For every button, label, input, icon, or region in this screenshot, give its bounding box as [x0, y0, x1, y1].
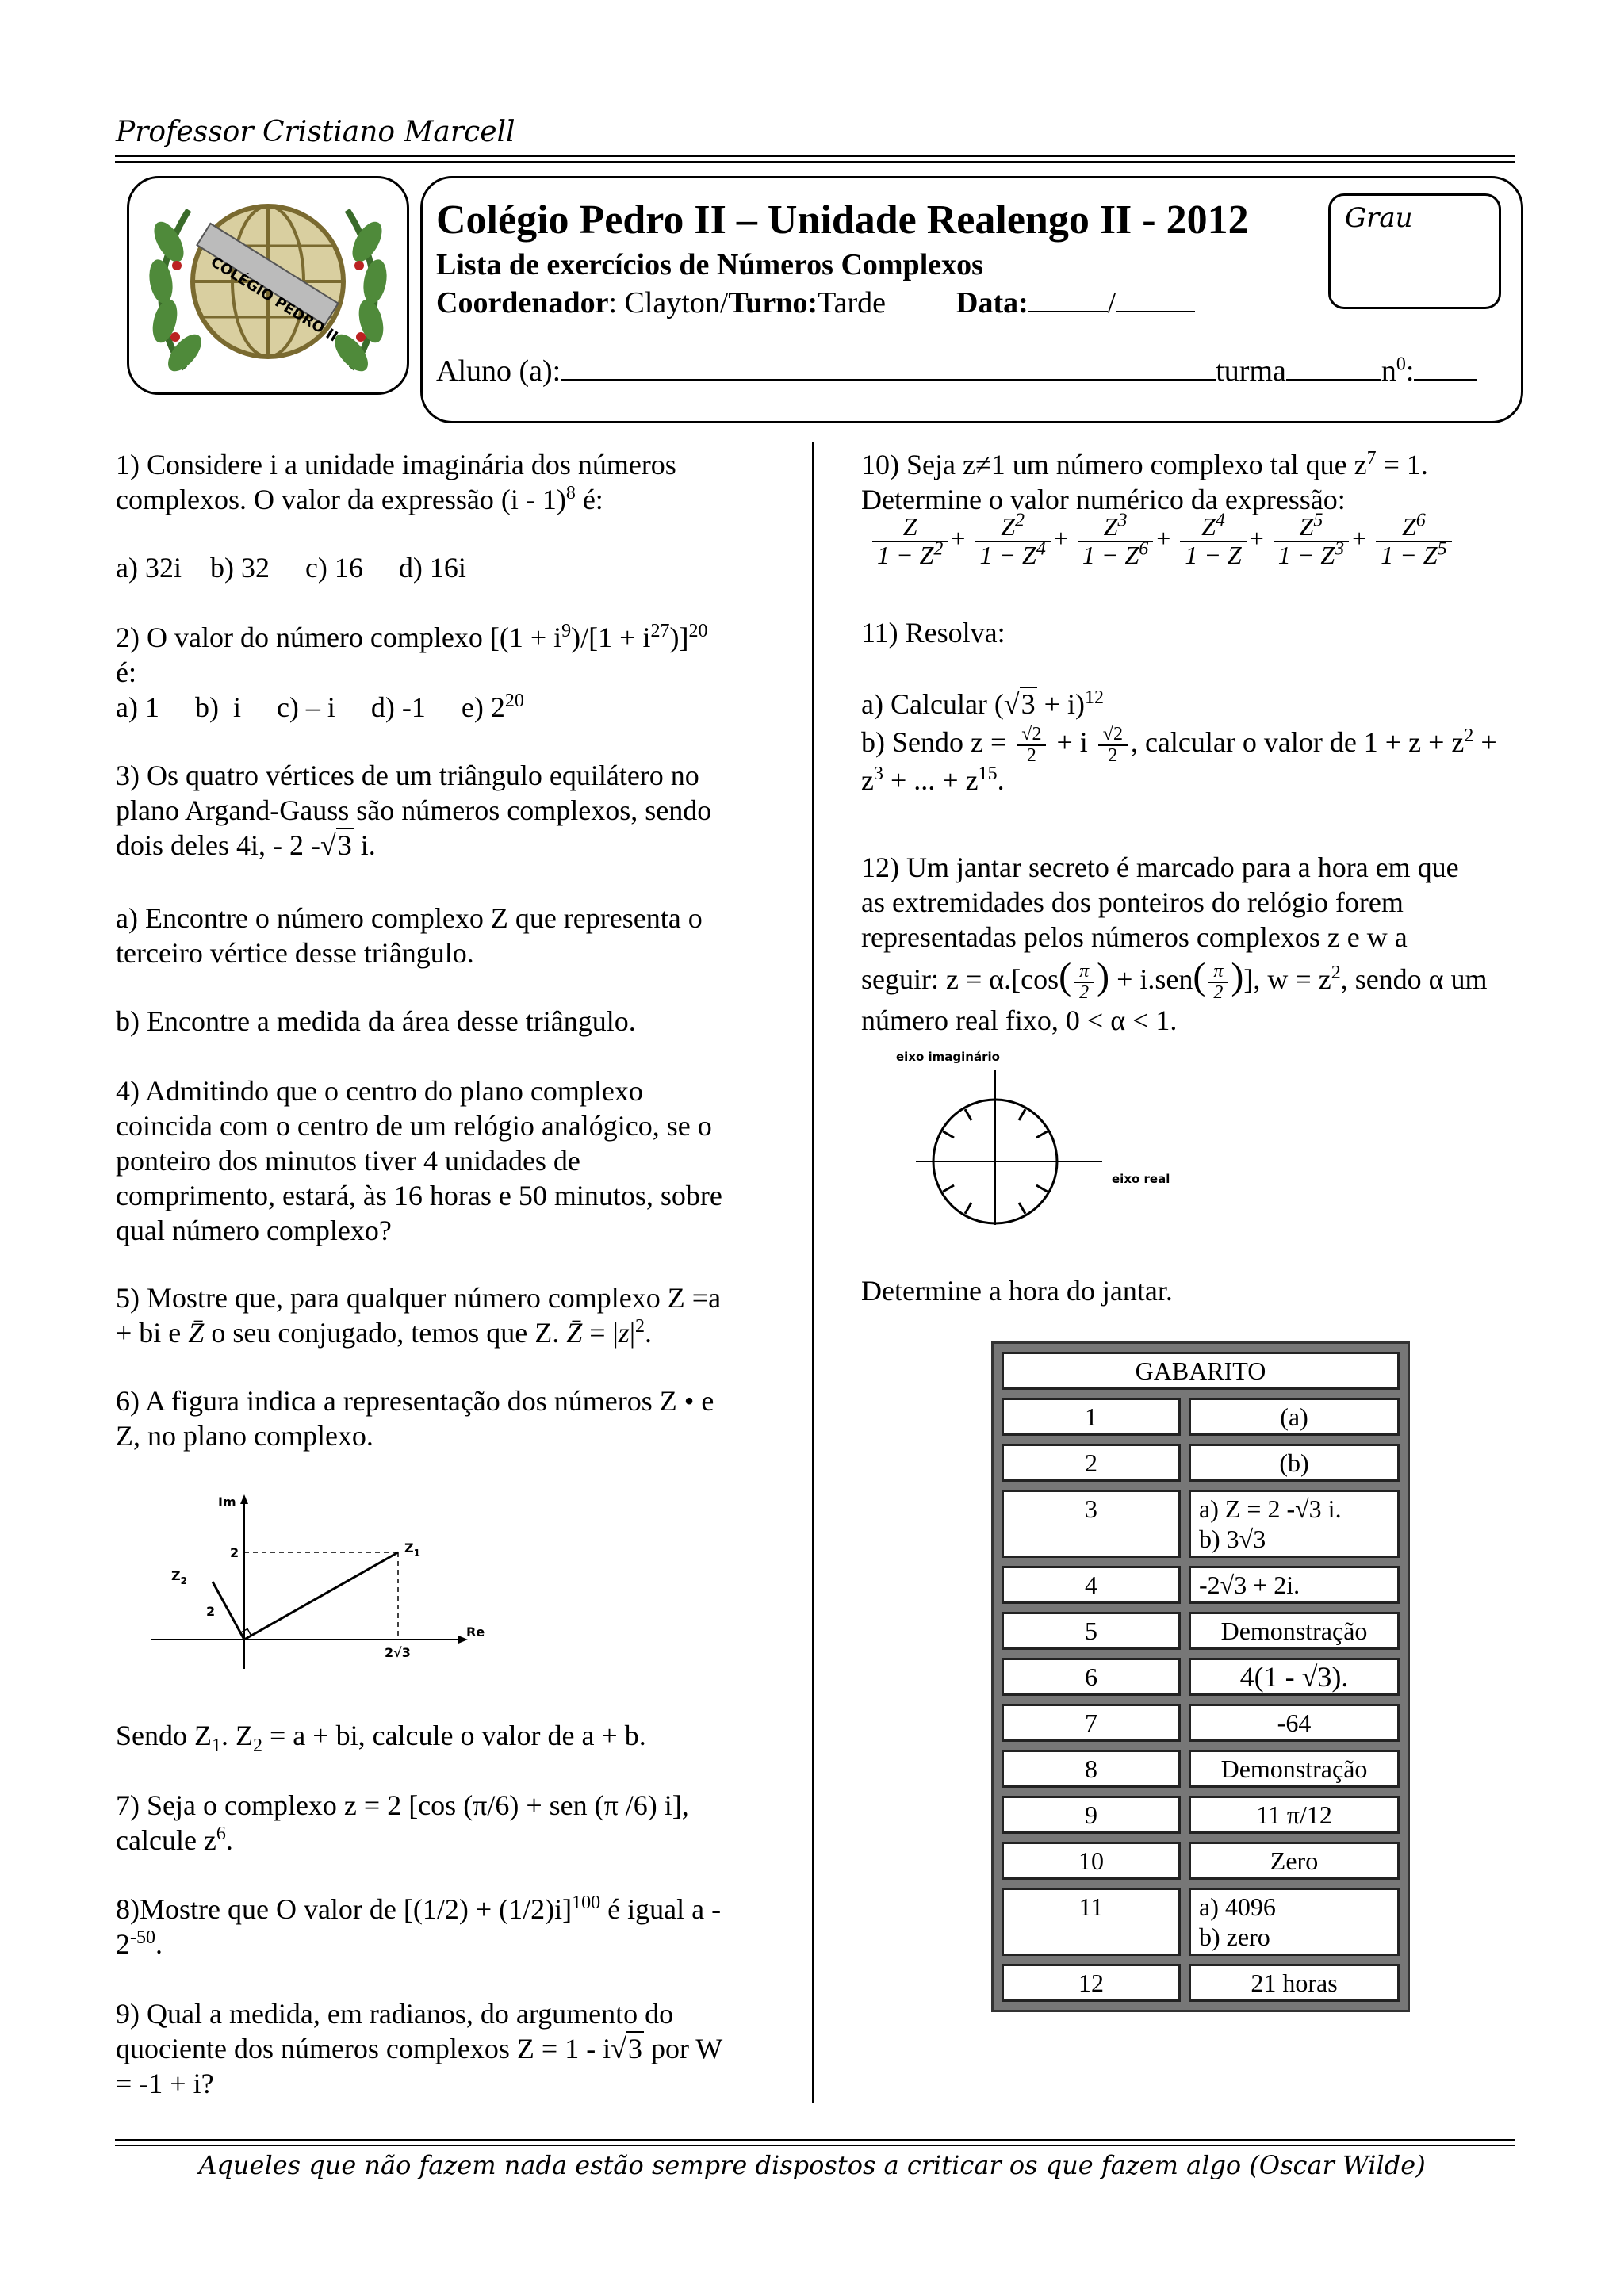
answer-row-10: 10 Zero	[1002, 1842, 1400, 1880]
z2-label: $Z_2$	[171, 1568, 187, 1586]
answer-row-6: 6 4(1 - √3).	[1002, 1658, 1400, 1696]
answer-row-2: 2 (b)	[1002, 1444, 1400, 1482]
clock-axis-im-label: eixo imaginário	[896, 1050, 1000, 1064]
clock-axis-re-label: eixo real	[1112, 1172, 1170, 1186]
class-field[interactable]	[1286, 355, 1381, 381]
clock-tick	[943, 1185, 954, 1192]
date-day-field[interactable]	[1028, 287, 1108, 312]
clock-tick	[1036, 1185, 1048, 1192]
question-10: 10) Seja z≠1 um número complexo tal que $z^7 = 1$. Determine o valor numérico da expressão:	[861, 448, 1428, 515]
school-title: Colégio Pedro II – Unidade Realengo II - 2012	[436, 197, 1249, 243]
clock-tick	[965, 1109, 971, 1120]
question-6: 6) A figura indica a representação dos números Z • e Z, no plano complexo.	[116, 1385, 714, 1452]
axis-re-label: Re	[466, 1624, 485, 1640]
question-9: 9) Qual a medida, em radianos, do argumento do quociente dos números complexos Z = 1 - i√3 por W = -1 + i?	[116, 1998, 723, 2099]
answer-row-9: 9 11 π/12	[1002, 1796, 1400, 1834]
grade-box[interactable]	[1328, 193, 1501, 309]
student-name-field[interactable]	[561, 355, 1216, 381]
answer-key-title: GABARITO	[1002, 1352, 1400, 1390]
answer-row-7: 7 -64	[1002, 1704, 1400, 1742]
tick-y-2: 2	[230, 1545, 239, 1560]
question-8: 8)Mostre que O valor de $[(1/2) + (1/2)i]^{100}$ é igual a - $2^{-50}$.	[116, 1892, 722, 1960]
question-1-options: a) 32i b) 32 c) 16 d) 16i	[116, 552, 466, 584]
top-rule-2	[115, 161, 1515, 163]
question-3: 3) Os quatro vértices de um triângulo equilátero no plano Argand-Gauss são números complexos, sendo dois deles 4i, - 2 -√3 i.	[116, 760, 712, 861]
figure-clock-complex-plane	[888, 1047, 1221, 1229]
list-title: Lista de exercícios de Números Complexos	[436, 248, 983, 281]
clock-tick	[1036, 1131, 1048, 1138]
z1-label: $Z_1$	[404, 1540, 420, 1559]
figure-complex-plane-z1-z2	[143, 1490, 492, 1673]
professor-name: Professor Cristiano Marcell	[116, 116, 515, 148]
vector-z1	[244, 1552, 398, 1640]
coordinator-line: Coordenador: Clayton/Turno:Tarde Data: /	[436, 285, 1195, 320]
q10-term-5: $\frac{Z^5}{1 - Z^3}$	[1274, 514, 1349, 568]
question-12: 12) Um jantar secreto é marcado para a hora em que as extremidades dos ponteiros do relógio forem representadas pelos números complexos z e w a seguir: z = α.[cos( $\frac{\pi}{2}$ ) + i.sen( $\frac{\pi}{2}$ )], $w = z^2$, sendo α um número real fixo, 0 < α < 1.	[861, 851, 1488, 1036]
answer-row-5: 5 Demonstração	[1002, 1612, 1400, 1650]
answer-row-12: 12 21 horas	[1002, 1964, 1400, 2002]
answer-key-table	[991, 1341, 1410, 2012]
q10-term-2: $\frac{Z^2}{1 - Z^4}$	[975, 514, 1050, 568]
question-11b: b) Sendo z = $\frac{√2}{2}$ + i $\frac{√2}{2}$ , calcular o valor de $1 + z + z^2$ + $z^3$ + ... + $z^{15}$.	[861, 723, 1497, 796]
question-2: 2) O valor do número complexo $[(1 + i^9)/[1 + i^{27})]^{20}$ é: a) 1 b) i c) – i d) -1 e) $2^{20}$	[116, 621, 708, 723]
logo-text: COLÉGIO PEDRO II	[207, 254, 341, 346]
question-3a: a) Encontre o número complexo Z que representa o terceiro vértice desse triângulo.	[116, 902, 703, 969]
question-11a: a) Calcular $(√3 + i)^{12}$	[861, 687, 1104, 720]
question-1: 1) Considere i a unidade imaginária dos números complexos. O valor da expressão (i - 1)$^8$ é:	[116, 449, 676, 515]
tick-x-2sqrt3: 2√3	[385, 1645, 411, 1660]
bottom-rule-1	[115, 2139, 1515, 2141]
question-12-followup: Determine a hora do jantar.	[861, 1275, 1173, 1307]
answer-row-8: 8 Demonstração	[1002, 1750, 1400, 1788]
question-4: 4) Admitindo que o centro do plano complexo coincida com o centro de um relógio analógico, se o ponteiro dos minutos tiver 4 unidades de comprimento, estará, às 16 horas e 50 minutos, sobre qual número complexo?	[116, 1075, 722, 1246]
student-line: Aluno (a): turma $n^0$:	[436, 354, 1477, 388]
question-3b: b) Encontre a medida da área desse triângulo.	[116, 1005, 636, 1037]
answer-row-11: 11 a) 4096 b) zero	[1002, 1888, 1400, 1956]
clock-tick	[943, 1131, 954, 1138]
question-10-expression: $\frac{Z}{1 - Z^2}$ + $\frac{Z^2}{1 - Z^4}$ + $\frac{Z^3}{1 - Z^6}$ + $\frac{Z^4}{1 - Z}$ + $\frac{Z^5}{1 - Z^3}$ + $\frac{Z^6}{1 - Z^5}$	[869, 514, 1455, 568]
answer-key	[991, 1341, 1410, 2012]
date-month-field[interactable]	[1116, 287, 1195, 312]
answer-row-3: 3 a) Z = 2 -√3 i. b) 3√3	[1002, 1490, 1400, 1558]
question-5: 5) Mostre que, para qualquer número complexo Z =a + bi e Z̄ o seu conjugado, temos que Z. Z̄ = $|z|^2$.	[116, 1282, 722, 1349]
answer-row-4: 4 -2√3 + 2i.	[1002, 1566, 1400, 1604]
clock-tick	[1019, 1203, 1025, 1214]
tick-len-2: 2	[206, 1604, 216, 1619]
answer-row-1: 1 (a)	[1002, 1398, 1400, 1436]
q10-term-4: $\frac{Z^4}{1 - Z}$	[1180, 514, 1246, 568]
top-rule-1	[115, 155, 1515, 157]
question-7: 7) Seja o complexo z = 2 [cos (π/6) + sen (π /6) i], calcule $z^6$.	[116, 1789, 689, 1856]
q10-term-1: $\frac{Z}{1 - Z^2}$	[872, 514, 948, 568]
footer-quote: Aqueles que não fazem nada estão sempre dispostos a criticar os que fazem algo (Oscar Wilde)	[198, 2150, 1426, 2180]
number-field[interactable]	[1414, 355, 1477, 381]
grade-label: Grau	[1345, 202, 1413, 234]
q10-term-3: $\frac{Z^3}{1 - Z^6}$	[1078, 514, 1153, 568]
clock-tick	[965, 1203, 971, 1214]
column-divider	[812, 442, 814, 2103]
bottom-rule-2	[115, 2145, 1515, 2146]
question-6-followup: Sendo $Z_1$. $Z_2 = a$ + bi, calcule o valor de a + b.	[116, 1720, 646, 1757]
axis-im-label: Im	[218, 1494, 236, 1510]
vector-z2	[213, 1582, 244, 1640]
question-11-title: 11) Resolva:	[861, 617, 1005, 649]
logo-frame	[127, 176, 409, 395]
q10-term-6: $\frac{Z^6}{1 - Z^5}$	[1376, 514, 1451, 568]
clock-tick	[1019, 1109, 1025, 1120]
